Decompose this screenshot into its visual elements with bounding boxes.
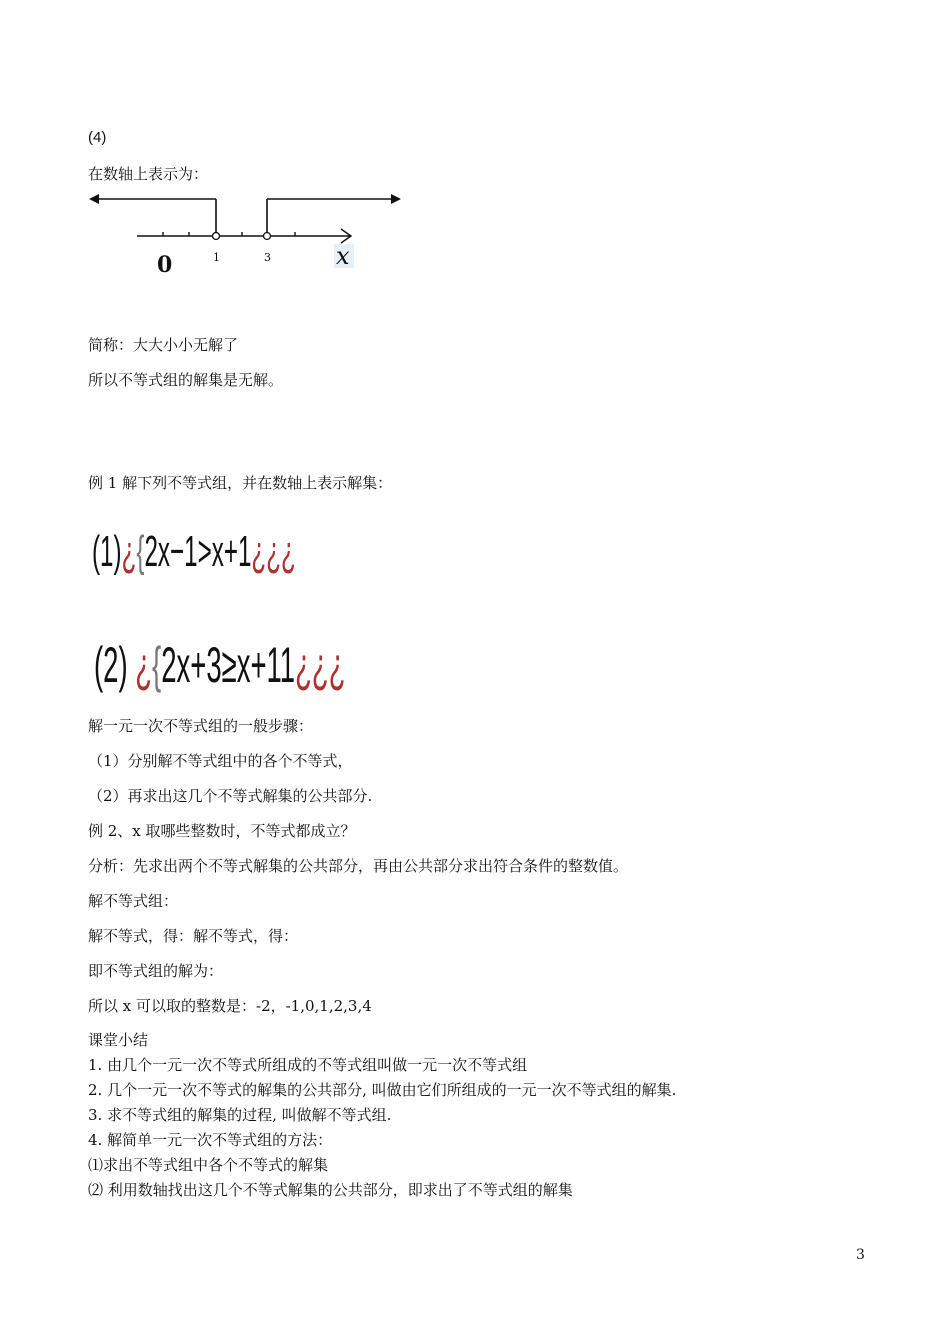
example-2-title: 例 2、x 取哪些整数时，不等式都成立？ (88, 822, 356, 840)
formula-2 (94, 637, 346, 693)
formula-1 (92, 527, 296, 576)
number-line-figure (85, 188, 415, 280)
numberline-caption: 在数轴上表示为： (88, 165, 209, 183)
step-1: （1）分别解不等式组中的各个不等式， (88, 752, 353, 770)
formula-1-expression: 2x−1>x+1 (144, 527, 252, 576)
formula-1-garbled-char: ¿ (121, 527, 137, 576)
summary-item-4: 4. 解简单一元一次不等式组的方法： (88, 1131, 333, 1149)
page-number: 3 (856, 1247, 865, 1263)
short-name-text: 简称：大大小小无解了 (88, 336, 239, 354)
example-1-title: 例 1 解下列不等式组，并在数轴上表示解集： (88, 474, 393, 492)
integers-text: 所以 x 可以取的整数是：-2，-1,0,1,2,3,4 (88, 997, 372, 1015)
formula-2-garbled-tail: ¿¿¿ (295, 637, 346, 693)
label-zero: 0 (157, 252, 173, 278)
formula-1-brace: { (136, 527, 145, 576)
label-x: x (336, 242, 350, 270)
summary-title: 课堂小结 (88, 1031, 149, 1049)
step-2: （2）再求出这几个不等式解集的公共部分. (88, 787, 373, 805)
solve-system-text: 解不等式组： (88, 892, 179, 910)
summary-item-4a: ⑴求出不等式组中各个不等式的解集 (88, 1156, 329, 1174)
solve-each-text: 解不等式，得：解不等式，得： (88, 927, 299, 945)
summary-item-4b: ⑵ 利用数轴找出这几个不等式解集的公共部分，即求出了不等式组的解集 (88, 1181, 573, 1199)
steps-title: 解一元一次不等式组的一般步骤： (88, 717, 314, 735)
formula-1-label: (1) (92, 527, 122, 576)
summary-item-2: 2. 几个一元一次不等式的解集的公共部分, 叫做由它们所组成的一元一次不等式组的解集. (88, 1081, 677, 1099)
right-arrow-head (391, 194, 401, 204)
open-circle-3 (264, 233, 271, 240)
formula-2-label: (2) (94, 637, 128, 693)
label-one: 1 (213, 251, 220, 264)
left-arrow-head (89, 194, 99, 204)
part-4-label: (4) (88, 129, 107, 146)
summary-item-3: 3. 求不等式组的解集的过程, 叫做解不等式组. (88, 1106, 392, 1124)
formula-2-brace: { (152, 637, 162, 693)
analysis-text: 分析：先求出两个不等式解集的公共部分，再由公共部分求出符合条件的整数值。 (88, 857, 629, 875)
summary-item-1: 1. 由几个一元一次不等式所组成的不等式组叫做一元一次不等式组 (88, 1056, 528, 1074)
formula-1-garbled-tail: ¿¿¿ (251, 527, 296, 576)
open-circle-1 (213, 233, 220, 240)
formula-2-expression: 2x+3≥x+11 (161, 637, 296, 693)
formula-2-garbled-char: ¿ (135, 637, 153, 693)
label-three: 3 (264, 251, 271, 264)
system-solution-text: 即不等式组的解为： (88, 962, 224, 980)
conclusion-text: 所以不等式组的解集是无解。 (88, 371, 284, 389)
